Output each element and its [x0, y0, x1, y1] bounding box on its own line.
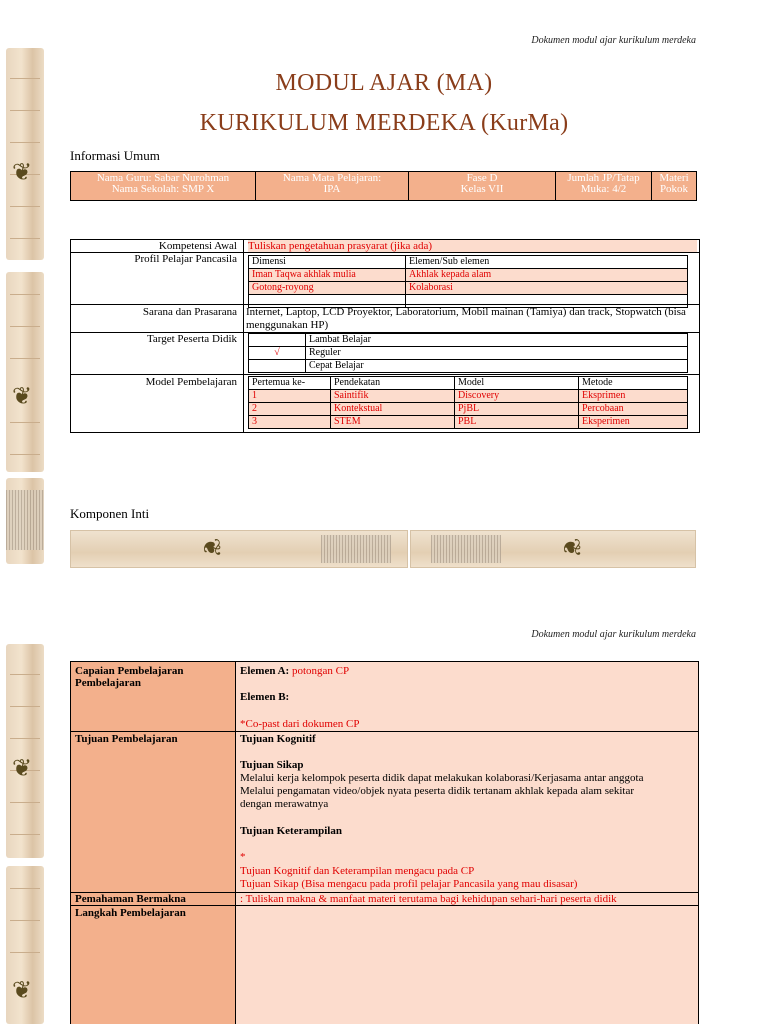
- model-row3-model: PBL: [455, 416, 579, 429]
- model-row1-model: Discovery: [455, 390, 579, 403]
- left-decorative-strip-page2-top: [6, 644, 44, 858]
- sarana-label: Sarana dan Prasarana: [142, 306, 237, 318]
- fern-leaf-icon: ❦: [12, 160, 33, 186]
- cp-note: *Co-past dari dokumen CP: [240, 718, 360, 730]
- left-decorative-strip-middle: [6, 272, 44, 472]
- model-row1-metode: Eksprimen: [579, 390, 688, 403]
- sarana-value: Internet, Laptop, LCD Proyektor, Laboratorium, Mobil mainan (Tamiya) dan track, Stopwatch (bisa menggunakan HP): [246, 306, 686, 331]
- tujuan-sikap: Tujuan Sikap: [240, 759, 304, 771]
- model-head-pertemuan: Pertemua ke-: [249, 377, 331, 390]
- profil-elemen-1: Akhlak kepada alam: [406, 269, 688, 282]
- model-row2-pendekatan: Kontekstual: [331, 403, 455, 416]
- decorative-banner-right: [410, 530, 696, 568]
- section-informasi-umum: Informasi Umum: [70, 148, 160, 163]
- fern-leaf-icon: ❦: [197, 537, 224, 558]
- target-text-3: Cepat Belajar: [306, 360, 688, 373]
- cell-mata-pelajaran: Nama Mata Pelajaran: IPA: [256, 172, 409, 201]
- document-header: Dokumen modul ajar kurikulum merdeka: [531, 35, 696, 46]
- profil-pelajar-label: Profil Pelajar Pancasila: [134, 253, 237, 265]
- model-head-pendekatan: Pendekatan: [331, 377, 455, 390]
- profil-elemen-2: Kolaborasi: [406, 282, 688, 295]
- capaian-pembelajaran-label: Capaian Pembelajaran Pembelajaran: [75, 665, 184, 689]
- pemahaman-bermakna-value: : Tuliskan makna & manfaat materi terutama bagi kehidupan sehari-hari peserta didik: [240, 893, 617, 905]
- model-head-model: Model: [455, 377, 579, 390]
- tujuan-sikap-line-3: dengan merawatnya: [240, 798, 329, 810]
- tujuan-sikap-line-1: Melalui kerja kelompok peserta didik dapat melakukan kolaborasi/Kerjasama antar anggota: [240, 772, 644, 784]
- model-row3-metode: Eksperimen: [579, 416, 688, 429]
- tujuan-kognitif: Tujuan Kognitif: [240, 733, 316, 745]
- tujuan-pembelajaran-label: Tujuan Pembelajaran: [75, 733, 178, 745]
- model-pembelajaran-table: [248, 376, 688, 429]
- pemahaman-bermakna-label: Pemahaman Bermakna: [75, 893, 186, 905]
- target-text-1: Lambat Belajar: [306, 334, 688, 347]
- model-head-metode: Metode: [579, 377, 688, 390]
- model-row3-pertemuan: 3: [249, 416, 331, 429]
- tujuan-note-2: Tujuan Sikap (Bisa mengacu pada profil pelajar Pancasila yang mau disasar): [240, 878, 578, 890]
- model-row2-pertemuan: 2: [249, 403, 331, 416]
- target-check-1: [249, 334, 306, 347]
- page2-left-column: [71, 662, 235, 1024]
- page2-right-column: [236, 662, 698, 1024]
- profil-dimensi-2: Gotong-royong: [249, 282, 406, 295]
- title-line-1: MODUL AJAR (MA): [275, 70, 493, 96]
- fern-leaf-icon: ❦: [12, 384, 33, 410]
- target-peserta-table: [248, 333, 688, 373]
- profil-dimensi-1: Iman Taqwa akhlak mulia: [249, 269, 406, 282]
- elemen-b: Elemen B:: [240, 691, 290, 703]
- target-check-2: √: [249, 347, 306, 360]
- tujuan-star: *: [240, 851, 246, 863]
- profil-pelajar-table: [248, 255, 688, 308]
- tujuan-keterampilan: Tujuan Keterampilan: [240, 825, 342, 837]
- kompetensi-awal-label: Kompetensi Awal: [158, 240, 237, 252]
- target-peserta-label: Target Peserta Didik: [146, 333, 237, 345]
- informasi-umum-table: [70, 171, 697, 201]
- target-text-2: Reguler: [306, 347, 688, 360]
- model-row2-model: PjBL: [455, 403, 579, 416]
- target-check-3: [249, 360, 306, 373]
- model-row1-pendekatan: Saintifik: [331, 390, 455, 403]
- model-row2-metode: Percobaan: [579, 403, 688, 416]
- elemen-a: Elemen A: potongan CP: [240, 665, 350, 677]
- left-decorative-strip-page2-bottom: [6, 866, 44, 1024]
- document-header-page2: Dokumen modul ajar kurikulum merdeka: [531, 629, 696, 640]
- model-row3-pendekatan: STEM: [331, 416, 455, 429]
- tujuan-note-1: Tujuan Kognitif dan Keterampilan mengacu pada CP: [240, 865, 475, 877]
- model-pembelajaran-label: Model Pembelajaran: [145, 376, 237, 388]
- left-decorative-strip-bottom: [6, 478, 44, 564]
- cell-nama-guru: Nama Guru: Sabar Nurohman Nama Sekolah: SMP X: [71, 172, 256, 201]
- model-row1-pertemuan: 1: [249, 390, 331, 403]
- title-line-2: KURIKULUM MERDEKA (KurMa): [199, 110, 569, 136]
- cell-jumlah-jp: Jumlah JP/Tatap Muka: 4/2: [556, 172, 652, 201]
- fern-leaf-icon: ❦: [12, 756, 33, 782]
- decorative-banner-left: [70, 530, 408, 568]
- profil-head-elemen: Elemen/Sub elemen: [406, 256, 688, 269]
- cell-fase: Fase D Kelas VII: [409, 172, 556, 201]
- langkah-pembelajaran-label: Langkah Pembelajaran: [75, 907, 186, 919]
- section-komponen-inti: Komponen Inti: [70, 506, 150, 521]
- fern-leaf-icon: ❦: [557, 537, 584, 558]
- tujuan-sikap-line-2: Melalui pengamatan video/objek nyata peserta didik tertanam akhlak kepada alam sekitar: [240, 785, 635, 797]
- fern-leaf-icon: ❦: [12, 978, 33, 1004]
- cell-materi-pokok: Materi Pokok: [652, 172, 697, 201]
- profil-head-dimensi: Dimensi: [249, 256, 406, 269]
- kompetensi-awal-value: Tuliskan pengetahuan prasyarat (jika ada): [248, 240, 697, 252]
